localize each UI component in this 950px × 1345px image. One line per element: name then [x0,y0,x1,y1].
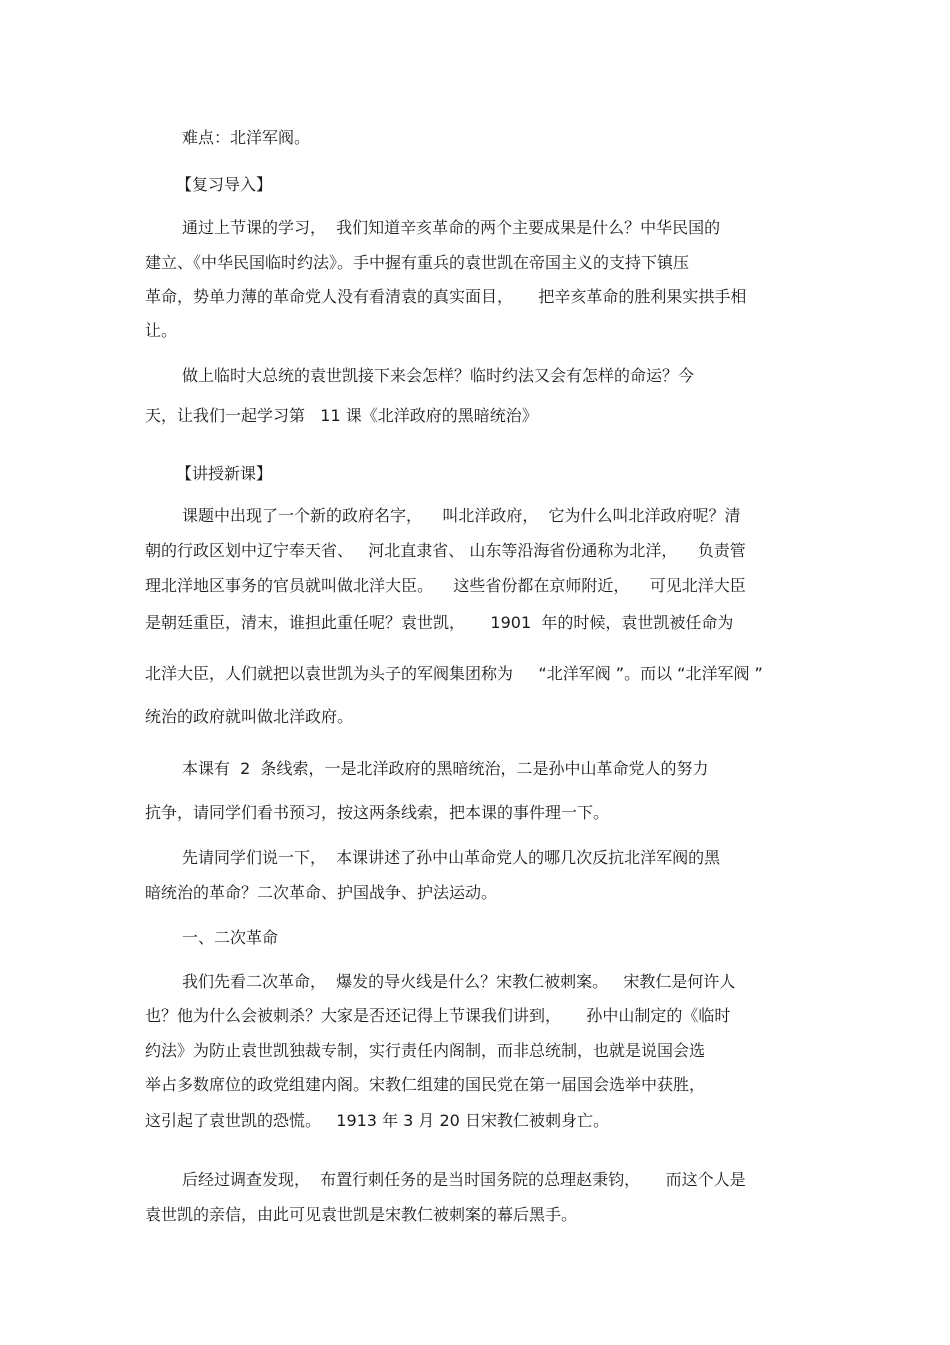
text-line: 先请同学们说一下， 本课讲述了孙中山革命党人的哪几次反抗北洋军阀的黑 [182,848,721,867]
text-line: 天，让我们一起学习第 11 课《北洋政府的黑暗统治》 [145,406,538,425]
section-heading: 一、二次革命 [182,928,279,947]
text-line: 做上临时大总统的袁世凯接下来会怎样？临时约法又会有怎样的命运？今 [182,366,695,385]
text-line: 后经过调查发现， 布置行刺任务的是当时国务院的总理赵秉钧， 而这个人是 [182,1170,746,1189]
text-line: 约法》为防止袁世凯独裁专制，实行责任内阁制，而非总统制，也就是说国会选 [145,1041,706,1060]
section-heading: 【讲授新课】 [176,464,273,483]
text-line: 理北洋地区事务的官员就叫做北洋大臣。 这些省份都在京师附近， 可见北洋大臣 [145,576,746,595]
text-line: 朝的行政区划中辽宁奉天省、 河北直隶省、 山东等沿海省份通称为北洋， 负责管 [145,541,746,560]
text-line: 难点：北洋军阀。 [182,128,311,147]
section-heading: 【复习导入】 [176,175,273,194]
text-line: 举占多数席位的政党组建内阁。宋教仁组建的国民党在第一届国会选举中获胜， [145,1075,706,1094]
text-line: 这引起了袁世凯的恐慌。 1913 年 3 月 20 日宋教仁被刺身亡。 [145,1111,609,1130]
text-line: 我们先看二次革命， 爆发的导火线是什么？宋教仁被刺案。 宋教仁是何许人 [182,972,736,991]
text-line: 通过上节课的学习， 我们知道辛亥革命的两个主要成果是什么？中华民国的 [182,218,721,237]
text-line: 是朝廷重臣，清末，谁担此重任呢？袁世凯， 1901 年的时候，袁世凯被任命为 [145,613,734,632]
text-line: 统治的政府就叫做北洋政府。 [145,707,354,726]
text-line: 让。 [145,321,178,340]
text-line: 抗争，请同学们看书预习，按这两条线索，把本课的事件理一下。 [145,803,610,822]
text-line: 本课有 2 条线索，一是北洋政府的黑暗统治，二是孙中山革命党人的努力 [182,759,709,778]
text-line: 课题中出现了一个新的政府名字， 叫北洋政府， 它为什么叫北洋政府呢？清 [182,506,741,525]
text-line: 革命，势单力薄的革命党人没有看清袁的真实面目， 把辛亥革命的胜利果实拱手相 [145,287,747,306]
text-line: 也？他为什么会被刺杀？大家是否还记得上节课我们讲到， 孙中山制定的《临时 [145,1006,731,1025]
text-line: 建立、《中华民国临时约法》。手中握有重兵的袁世凯在帝国主义的支持下镇压 [145,253,690,272]
text-line: 暗统治的革命？二次革命、护国战争、护法运动。 [145,883,498,902]
text-line: 北洋大臣，人们就把以袁世凯为头子的军阀集团称为 “北洋军阀 ”。而以 “北洋军阀 ” [145,664,763,683]
text-line: 袁世凯的亲信，由此可见袁世凯是宋教仁被刺案的幕后黑手。 [145,1205,578,1224]
